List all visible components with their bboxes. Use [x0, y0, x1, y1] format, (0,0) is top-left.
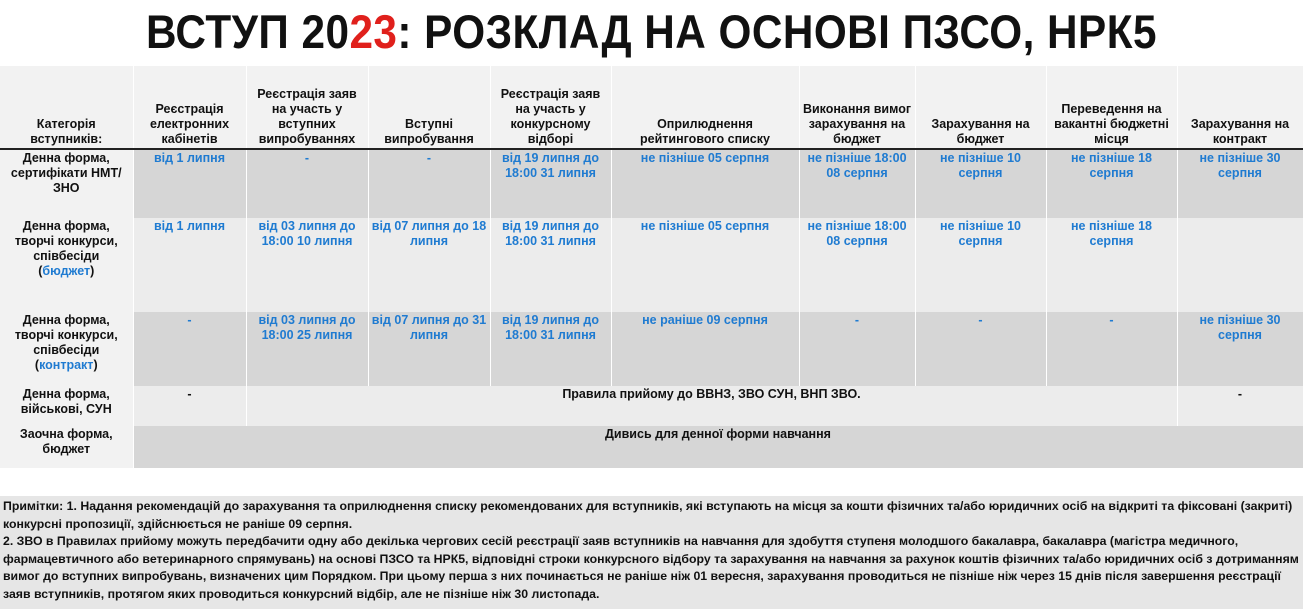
table-cell: - [1177, 386, 1303, 426]
row-category-tag-link[interactable]: бюджет [42, 264, 91, 278]
note-2: 2. ЗВО в Правилах прийому можуть передбачити одну або декілька чергових сесій реєстрації заяв вступників на навчання для здобуття ступеня молодшого бакалавра, бакалавра (магістра медичного, фармацевтичного або ветеринарного спрямувань) на основі ПЗСО та НРК5, відповідні строки конкурсного відбору та зарахування на навчання за рахунок коштів фізичних та/або юридичних осіб з дотриманням вимог до вступних випробувань, визначених цим Порядком. При цьому перша з них починається не раніше ніж 01 вересня, зарахування проводиться не пізніше ніж через 15 днів після завершення реєстрації заяв вступників, протягом яких проводиться конкурсний відбір, але не пізніше ніж 30 листопада. [3, 534, 1299, 601]
table-cell: від 19 липня до 18:00 31 липня [490, 218, 611, 312]
row-category: Денна форма, сертифікати НМТ/ЗНО [0, 149, 133, 218]
table-cell: від 03 липня до 18:00 25 липня [246, 312, 368, 386]
table-row [0, 312, 1303, 386]
table-cell: - [246, 149, 368, 218]
header-competition-applications: Реєстрація заяв на участь у конкурсному відборі [490, 66, 611, 149]
row-category: Денна форма, творчі конкурси, співбесіди (бюджет) [0, 218, 133, 312]
table-row [0, 218, 1303, 312]
row-category-tag-link[interactable]: контракт [39, 358, 94, 372]
table-cell: від 07 липня до 31 липня [368, 312, 490, 386]
header-contract-enrollment: Зарахування на контракт [1177, 66, 1303, 149]
title-year-accent: 23 [349, 5, 398, 58]
header-category: Категорія вступників: [0, 66, 133, 149]
table-cell: не пізніше 30 серпня [1177, 312, 1303, 386]
spanned-rule-text: Дивись для денної форми навчання [133, 426, 1303, 468]
row-category: Заочна форма, бюджет [0, 426, 133, 468]
schedule-table [0, 66, 1303, 468]
table-cell: - [799, 312, 915, 386]
table-cell: від 19 липня до 18:00 31 липня [490, 312, 611, 386]
table-row [0, 386, 1303, 426]
row-category: Денна форма, військові, СУН [0, 386, 133, 426]
table-cell: не пізніше 05 серпня [611, 149, 799, 218]
table-cell: від 19 липня до 18:00 31 липня [490, 149, 611, 218]
header-budget-requirements: Виконання вимог зарахування на бюджет [799, 66, 915, 149]
header-budget-enrollment: Зарахування на бюджет [915, 66, 1046, 149]
table-cell: - [1046, 312, 1177, 386]
table-cell: не пізніше 18:00 08 серпня [799, 149, 915, 218]
header-row [0, 66, 1303, 149]
table-cell: не пізніше 05 серпня [611, 218, 799, 312]
title-part2: : РОЗКЛАД НА ОСНОВІ ПЗСО, НРК5 [397, 5, 1157, 58]
table-cell: не раніше 09 серпня [611, 312, 799, 386]
header-vacant-transfer: Переведення на вакантні бюджетні місця [1046, 66, 1177, 149]
table-cell: не пізніше 10 серпня [915, 218, 1046, 312]
table-row [0, 149, 1303, 218]
table-cell: - [133, 386, 246, 426]
note-1: Примітки: 1. Надання рекомендацій до зарахування та оприлюднення списку рекомендованих для вступників, які вступають на місця за кошти фізичних та/або юридичних осіб на відкриті та фіксовані (закриті) конкурсні пропозиції, здійснюється не раніше 09 серпня. [3, 499, 1293, 531]
table-cell: не пізніше 10 серпня [915, 149, 1046, 218]
table-cell: - [368, 149, 490, 218]
header-exam-applications: Реєстрація заяв на участь у вступних випробуваннях [246, 66, 368, 149]
row-category-text: Денна форма, творчі конкурси, співбесіди [14, 219, 118, 263]
row-category: Денна форма, творчі конкурси, співбесіди (контракт) [0, 312, 133, 386]
header-rating-list: Оприлюднення рейтингового списку [611, 66, 799, 149]
table-cell: не пізніше 30 серпня [1177, 149, 1303, 218]
notes-block [0, 496, 1303, 609]
table-cell [1177, 218, 1303, 312]
table-cell: - [915, 312, 1046, 386]
row-category-text: Денна форма, творчі конкурси, співбесіди [14, 313, 118, 357]
page-title [65, 2, 1238, 62]
table-row [0, 426, 1303, 468]
table-cell: не пізніше 18 серпня [1046, 218, 1177, 312]
table-cell: не пізніше 18 серпня [1046, 149, 1177, 218]
table-cell: - [133, 312, 246, 386]
table-cell: від 03 липня до 18:00 10 липня [246, 218, 368, 312]
spanned-rule-text: Правила прийому до ВВНЗ, ЗВО СУН, ВНП ЗВО. [246, 386, 1177, 426]
table-cell: від 1 липня [133, 149, 246, 218]
header-cabinets: Реєстрація електронних кабінетів [133, 66, 246, 149]
table-cell: не пізніше 18:00 08 серпня [799, 218, 915, 312]
header-exams: Вступні випробування [368, 66, 490, 149]
table-cell: від 07 липня до 18 липня [368, 218, 490, 312]
title-part1: ВСТУП 20 [146, 5, 350, 58]
table-cell: від 1 липня [133, 218, 246, 312]
